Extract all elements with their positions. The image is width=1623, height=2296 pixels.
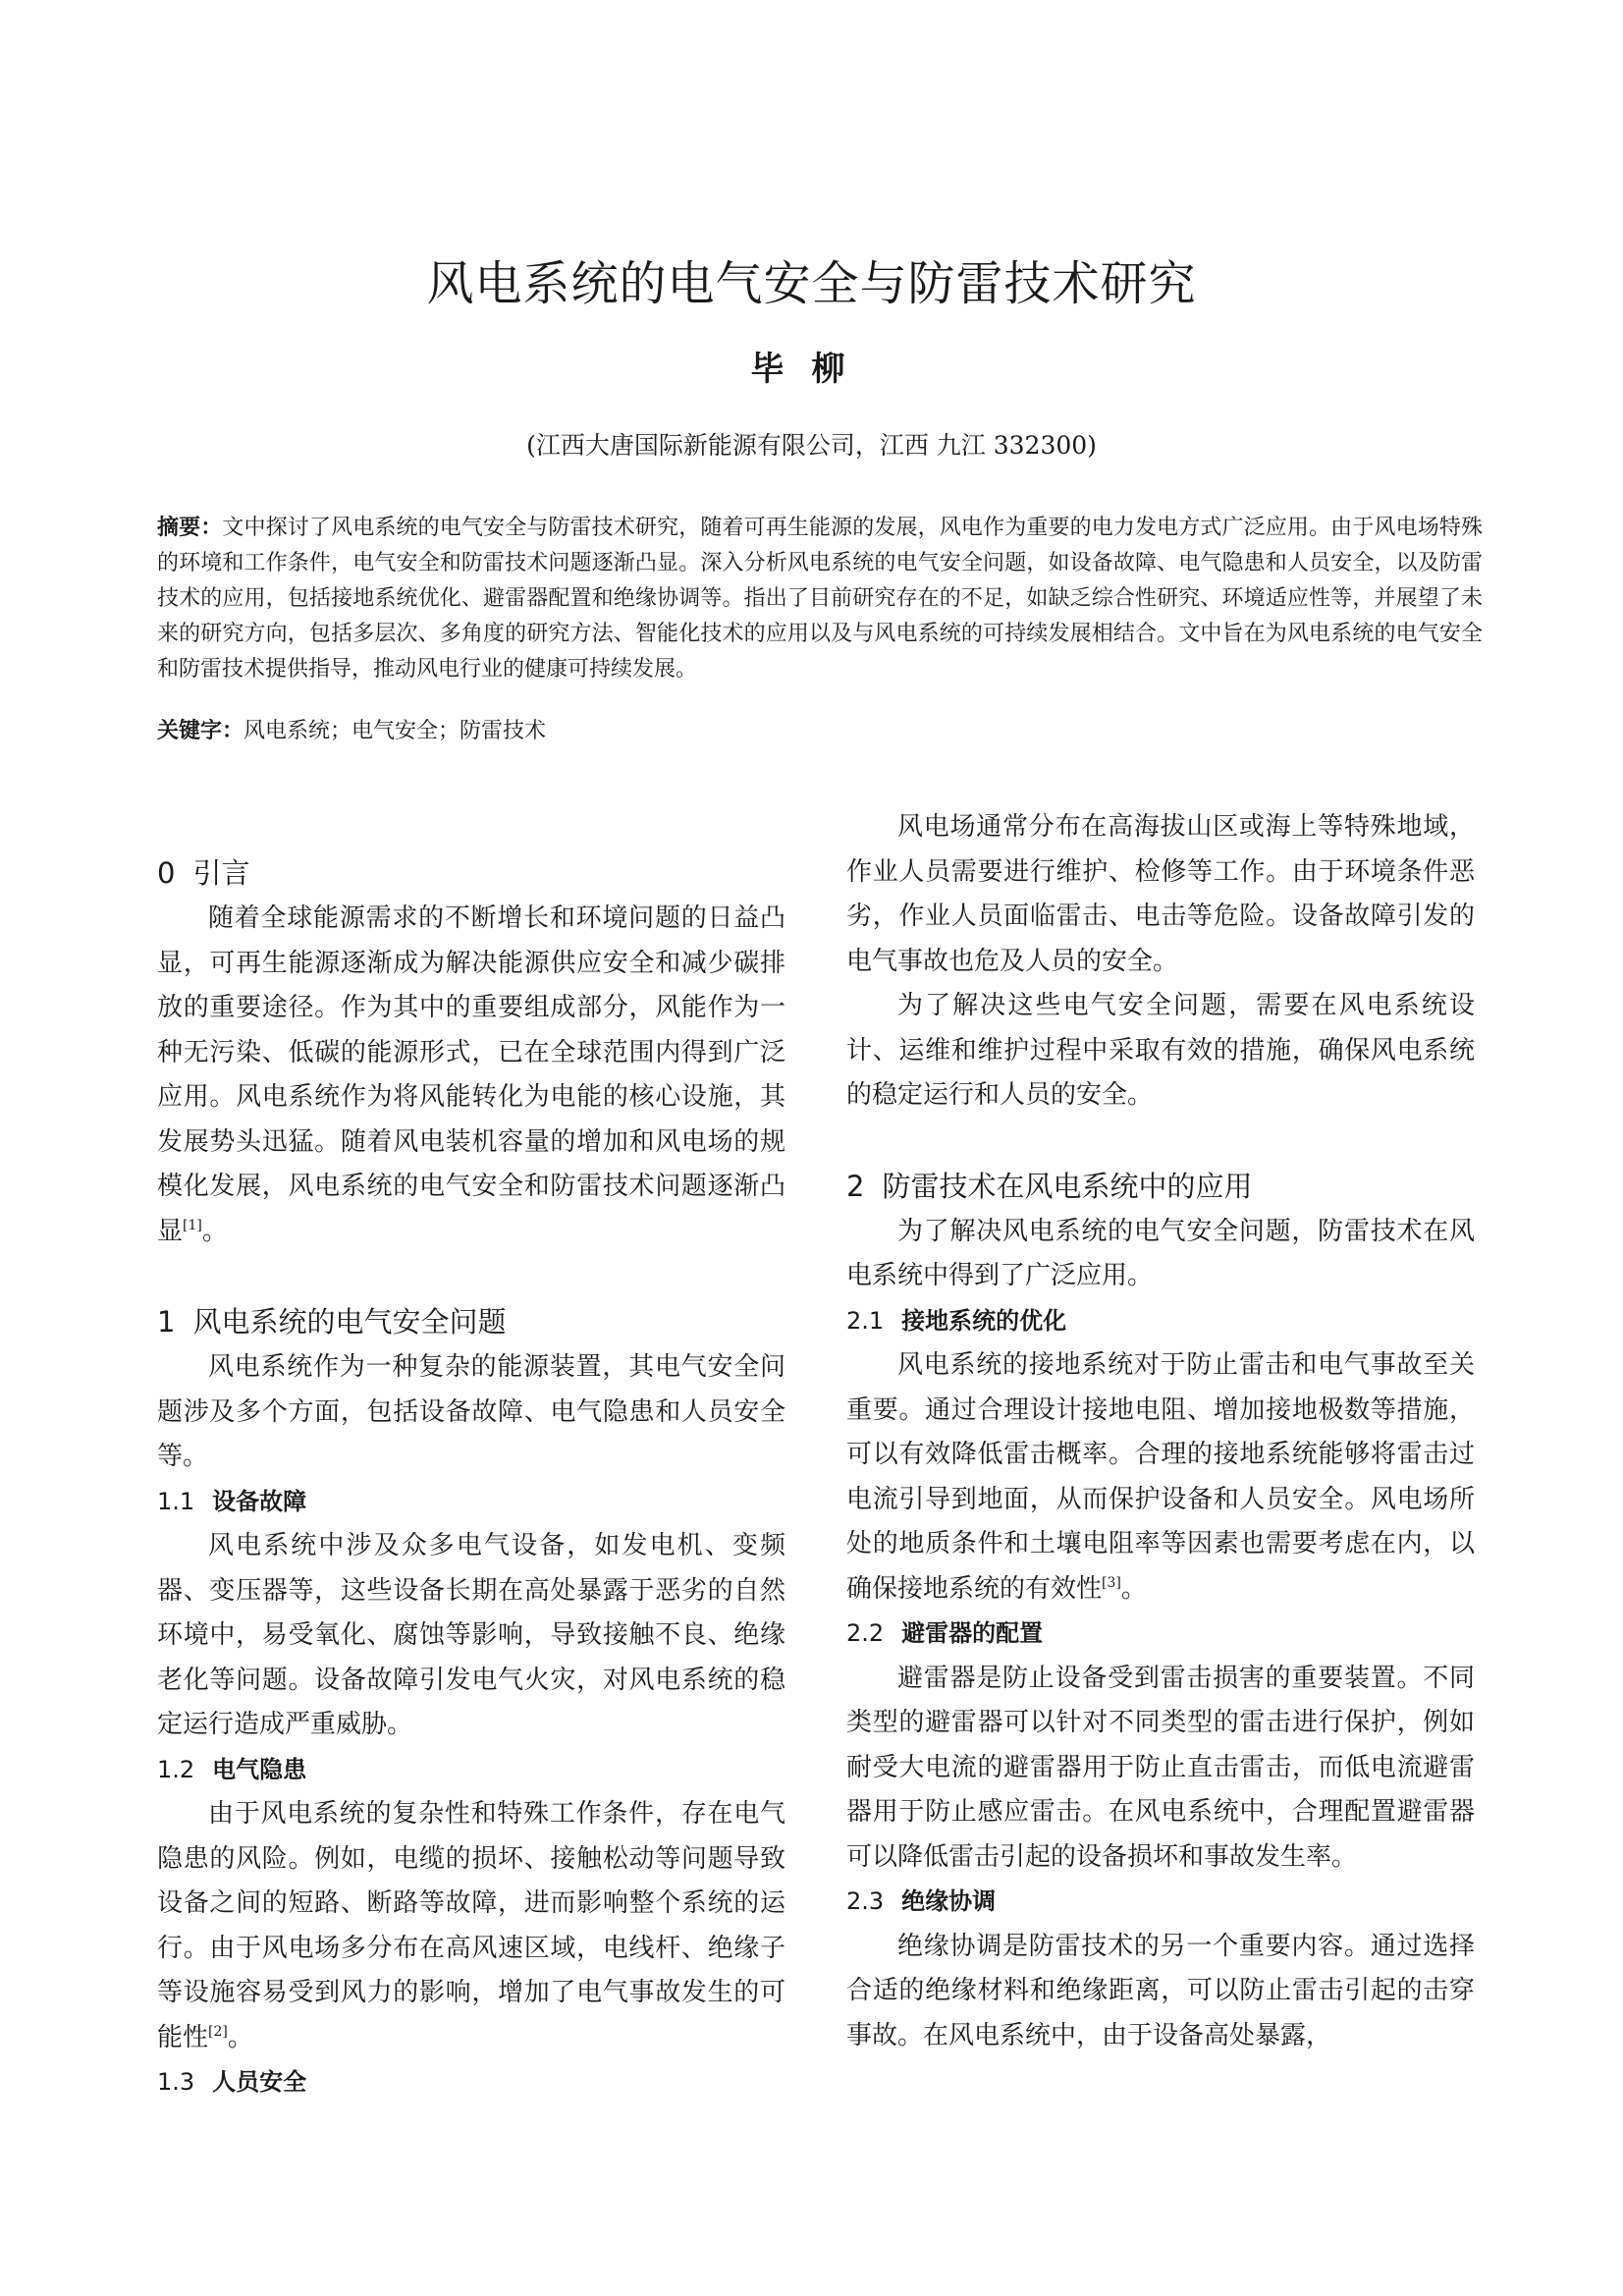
subsection-number: 2.3 (846, 1887, 885, 1915)
author-name: 毕柳 (750, 350, 873, 389)
subsection-number: 1.2 (157, 1755, 195, 1783)
subsection-number: 1.3 (157, 2068, 195, 2096)
paragraph-end: 。 (1120, 1573, 1147, 1604)
subsection-number: 1.1 (157, 1487, 195, 1515)
section-title: 防雷技术在风电系统中的应用 (882, 1169, 1253, 1203)
section-number: 2 (846, 1169, 865, 1203)
subsection-number: 2.1 (846, 1306, 885, 1335)
subsection-1-3-paragraph-2: 为了解决这些电气安全问题，需要在风电系统设计、运维和维护过程中采取有效的措施，确保风电系统的稳定运行和人员的安全。 (846, 991, 1475, 1110)
abstract-text: 文中探讨了风电系统的电气安全与防雷技术研究，随着可再生能源的发展，风电作为重要的电力发电方式广泛应用。由于风电场特殊的环境和工作条件，电气安全和防雷技术问题逐渐凸显。深入分析风电系统的电气安全问题，如设备故障、电气隐患和人员安全，以及防雷技术的应用，包括接地系统优化、避雷器配置和绝缘协调等。指出了目前研究存在的不足，如缺乏综合性研究、环境适应性等，并展望了未来的研究方向，包括多层次、多角度的研究方法、智能化技术的应用以及与风电系统的可持续发展相结合。文中旨在为风电系统的电气安全和防雷技术提供指导，推动风电行业的健康可持续发展。 (157, 516, 1483, 682)
subsection-title: 接地系统的优化 (901, 1306, 1067, 1335)
subsection-1-3-paragraph-1: 风电场通常分布在高海拔山区或海上等特殊地域，作业人员需要进行维护、检修等工作。由于环境条件恶劣，作业人员面临雷击、电击等危险。设备故障引发的电气事故也危及人员的安全。 (846, 812, 1475, 976)
keywords (157, 714, 1483, 749)
subsection-2-3-heading (846, 1880, 1475, 1925)
subsection-title: 避雷器的配置 (901, 1619, 1044, 1647)
keywords-label: 关键字： (157, 719, 244, 743)
subsection-1-2-heading (157, 1748, 785, 1793)
subsection-title: 电气隐患 (212, 1755, 307, 1783)
abstract (157, 511, 1483, 687)
subsection-2-1-paragraph (846, 1343, 1475, 1612)
section-2-heading (846, 1163, 1475, 1210)
subsection-title: 设备故障 (212, 1487, 307, 1515)
paragraph-end: 。 (201, 1216, 228, 1246)
section-1-paragraph: 风电系统作为一种复杂的能源装置，其电气安全问题涉及多个方面，包括设备故障、电气隐患和人员安全等。 (157, 1352, 785, 1471)
section-title: 风电系统的电气安全问题 (192, 1305, 507, 1339)
subsection-title: 人员安全 (212, 2068, 307, 2096)
subsection-1-1-heading (157, 1480, 785, 1525)
abstract-label: 摘要： (157, 516, 223, 540)
keywords-text: 风电系统；电气安全；防雷技术 (243, 719, 547, 743)
subsection-1-2-paragraph (157, 1792, 785, 2060)
section-number: 0 (157, 856, 176, 890)
citation-ref: [3] (1102, 1574, 1121, 1591)
paragraph-text: 由于风电系统的复杂性和特殊工作条件，存在电气隐患的风险。例如，电缆的损坏、接触松动等问题导致设备之间的短路、断路等故障，进而影响整个系统的运行。由于风电场多分布在高风速区域，电线杆、绝缘子等设施容易受到风力的影响，增加了电气事故发生的可能性 (157, 1799, 785, 2052)
citation-ref: [1] (183, 1217, 202, 1233)
subsection-2-3-paragraph: 绝缘协调是防雷技术的另一个重要内容。通过选择合适的绝缘材料和绝缘距离，可以防止雷击引起的击穿事故。在风电系统中，由于设备高处暴露， (846, 1931, 1475, 2050)
section-0-paragraph (157, 897, 785, 1254)
left-column (157, 805, 785, 2105)
affiliation: (江西大唐国际新能源有限公司，江西 九江 332300) (526, 431, 1097, 460)
subsection-1-3-heading (157, 2060, 785, 2105)
section-title: 引言 (192, 856, 250, 890)
section-2-paragraph: 为了解决风电系统的电气安全问题，防雷技术在风电系统中得到了广泛应用。 (846, 1216, 1475, 1290)
citation-ref: [2] (208, 2023, 228, 2040)
subsection-number: 2.2 (846, 1619, 885, 1647)
subsection-2-2-paragraph: 避雷器是防止设备受到雷击损害的重要装置。不同类型的避雷器可以针对不同类型的雷击进行保护，例如耐受大电流的避雷器用于防止直击雷击，而低电流避雷器用于防止感应雷击。在风电系统中，合理配置避雷器可以降低雷击引起的设备损坏和事故发生率。 (846, 1663, 1475, 1872)
subsection-1-1-paragraph: 风电系统中涉及众多电气设备，如发电机、变频器、变压器等，这些设备长期在高处暴露于恶劣的自然环境中，易受氧化、腐蚀等影响，导致接触不良、绝缘老化等问题。设备故障引发电气火灾，对风电系统的稳定运行造成严重威胁。 (157, 1531, 785, 1739)
section-1-heading (157, 1298, 785, 1345)
paragraph-text: 风电系统的接地系统对于防止雷击和电气事故至关重要。通过合理设计接地电阻、增加接地极数等措施，可以有效降低雷击概率。合理的接地系统能够将雷击过电流引导到地面，从而保护设备和人员安全。风电场所处的地质条件和土壤电阻率等因素也需要考虑在内，以确保接地系统的有效性 (846, 1350, 1475, 1604)
subsection-2-2-heading (846, 1612, 1475, 1657)
paragraph-end: 。 (227, 2022, 253, 2052)
subsection-2-1-heading (846, 1299, 1475, 1344)
subsection-title: 绝缘协调 (901, 1887, 997, 1915)
paper-title: 风电系统的电气安全与防雷技术研究 (426, 256, 1197, 311)
right-column (846, 805, 1475, 2058)
section-0-heading (157, 849, 785, 897)
section-number: 1 (157, 1305, 176, 1339)
paragraph-text: 随着全球能源需求的不断增长和环境问题的日益凸显，可再生能源逐渐成为解决能源供应安全和减少碳排放的重要途径。作为其中的重要组成部分，风能作为一种无污染、低碳的能源形式，已在全球范围内得到广泛应用。风电系统作为将风能转化为电能的核心设施，其发展势头迅猛。随着风电装机容量的增加和风电场的规模化发展，风电系统的电气安全和防雷技术问题逐渐凸显 (157, 903, 785, 1246)
